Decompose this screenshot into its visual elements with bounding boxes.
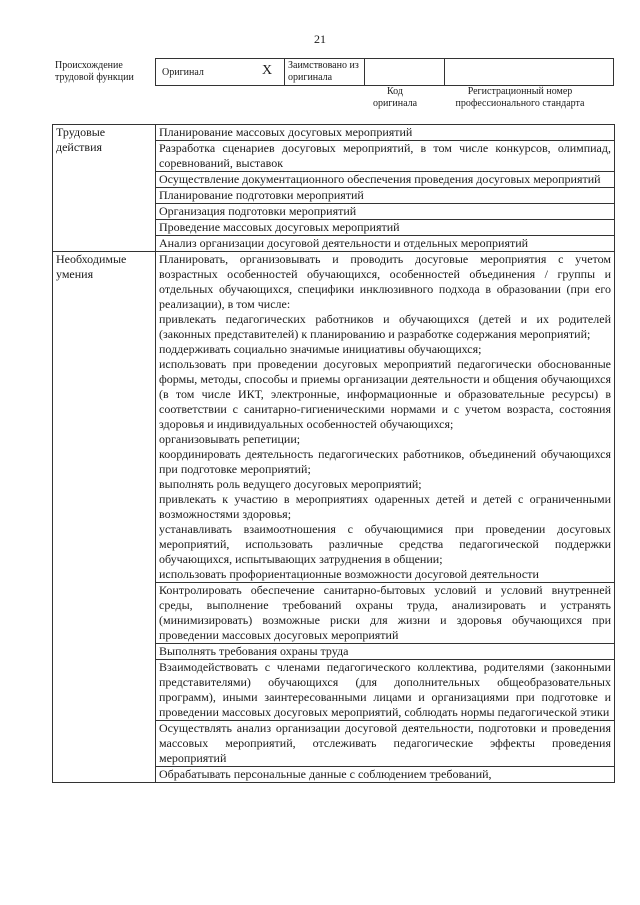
code-cell <box>365 59 445 85</box>
actions-item: Анализ организации досуговой деятельности и отдельных мероприятий <box>156 236 615 252</box>
origin-box <box>155 58 614 86</box>
actions-item: Проведение массовых досуговых мероприятий <box>156 220 615 236</box>
original-mark: X <box>262 63 273 78</box>
skill-paragraph: Контролировать обеспечение санитарно-бытовых условий и условий внутренней среды, выполнение требований охраны труда, анализировать и устранять (минимизировать) возможные риски для жизни и здоровья обучающихся при проведении массовых досуговых мероприятий <box>159 583 611 642</box>
page-number: 21 <box>314 32 326 46</box>
skill-paragraph: поддерживать социально значимые инициативы обучающихся; <box>159 342 482 356</box>
original-label: Оригинал <box>162 66 204 78</box>
skill-paragraph: выполнять роль ведущего досуговых мероприятий; <box>159 477 422 491</box>
skill-paragraph: Планировать, организовывать и проводить досуговые мероприятия с учетом возрастных особенностей обучающихся, особенностей объединения / группы и отдельных обучающихся, специфики инклюзивного подхода в образовании (при его реализации), в том числе: <box>159 252 611 311</box>
function-table <box>52 124 615 783</box>
skills-label: Необходимые умения <box>53 252 156 783</box>
skills-item <box>156 660 615 721</box>
skill-paragraph: Обрабатывать персональные данные с соблюдением требований, <box>159 767 492 781</box>
actions-item: Осуществление документационного обеспечения проведения досуговых мероприятий <box>156 172 615 188</box>
skills-row <box>53 252 615 583</box>
actions-row <box>53 125 615 141</box>
skills-item <box>156 644 615 660</box>
original-cell <box>155 59 285 85</box>
skills-item <box>156 721 615 767</box>
actions-label: Трудовые действия <box>53 125 156 252</box>
skill-paragraph: использовать при проведении досуговых мероприятий педагогически обоснованные формы, методы, способы и приемы организации деятельности и общения обучающихся (в том числе ИКТ, электронные, информационные и образовательные ресурсы) в соответствии с санитарно-гигиеническими нормами и с учетом возраста, состояния здоровья и индивидуальных особенностей обучающихся; <box>159 357 611 431</box>
skills-item <box>156 583 615 644</box>
skill-paragraph: Взаимодействовать с членами педагогического коллектива, родителями (законными представителями) обучающихся (для дополнительных общеобразовательных программ), иными заинтересованными лицами и организациями при подготовке и проведении массовых досуговых мероприятий, соблюдать нормы педагогической этики <box>159 660 611 719</box>
actions-item: Планирование массовых досуговых мероприятий <box>156 125 615 141</box>
skill-paragraph: устанавливать взаимоотношения с обучающимися при проведении досуговых мероприятий, использовать различные средства педагогической поддержки обучающихся, испытывающих затруднения в общении; <box>159 522 611 566</box>
skill-paragraph: координировать деятельность педагогических работников, объединений обучающихся при подготовке мероприятий; <box>159 447 611 476</box>
skill-paragraph: Осуществлять анализ организации досуговой деятельности, подготовки и проведения массовых мероприятий, отслеживать педагогические эффекты проведения мероприятий <box>159 721 611 765</box>
skill-paragraph: привлекать к участию в мероприятиях одаренных детей и детей с ограниченными возможностями здоровья; <box>159 492 611 521</box>
skill-paragraph: организовывать репетиции; <box>159 432 301 446</box>
skills-item <box>156 767 615 783</box>
skills-item <box>156 252 615 583</box>
origin-label: Происхождение трудовой функции <box>55 60 134 83</box>
actions-item: Планирование подготовки мероприятий <box>156 188 615 204</box>
skill-paragraph: привлекать педагогических работников и обучающихся (детей и их родителей (законных представителей) к планированию и разработке содержания мероприятий; <box>159 312 611 341</box>
reg-number-cell <box>445 59 614 85</box>
code-caption: Код оригинала <box>372 86 418 109</box>
borrowed-cell: Заимствовано из оригинала <box>285 59 365 85</box>
skill-paragraph: Выполнять требования охраны труда <box>159 644 349 658</box>
actions-item: Организация подготовки мероприятий <box>156 204 615 220</box>
skill-paragraph: использовать профориентационные возможности досуговой деятельности <box>159 567 539 581</box>
reg-caption: Регистрационный номер профессионального стандарта <box>455 86 585 109</box>
actions-item: Разработка сценариев досуговых мероприятий, в том числе конкурсов, олимпиад, соревнований, выставок <box>156 141 615 172</box>
